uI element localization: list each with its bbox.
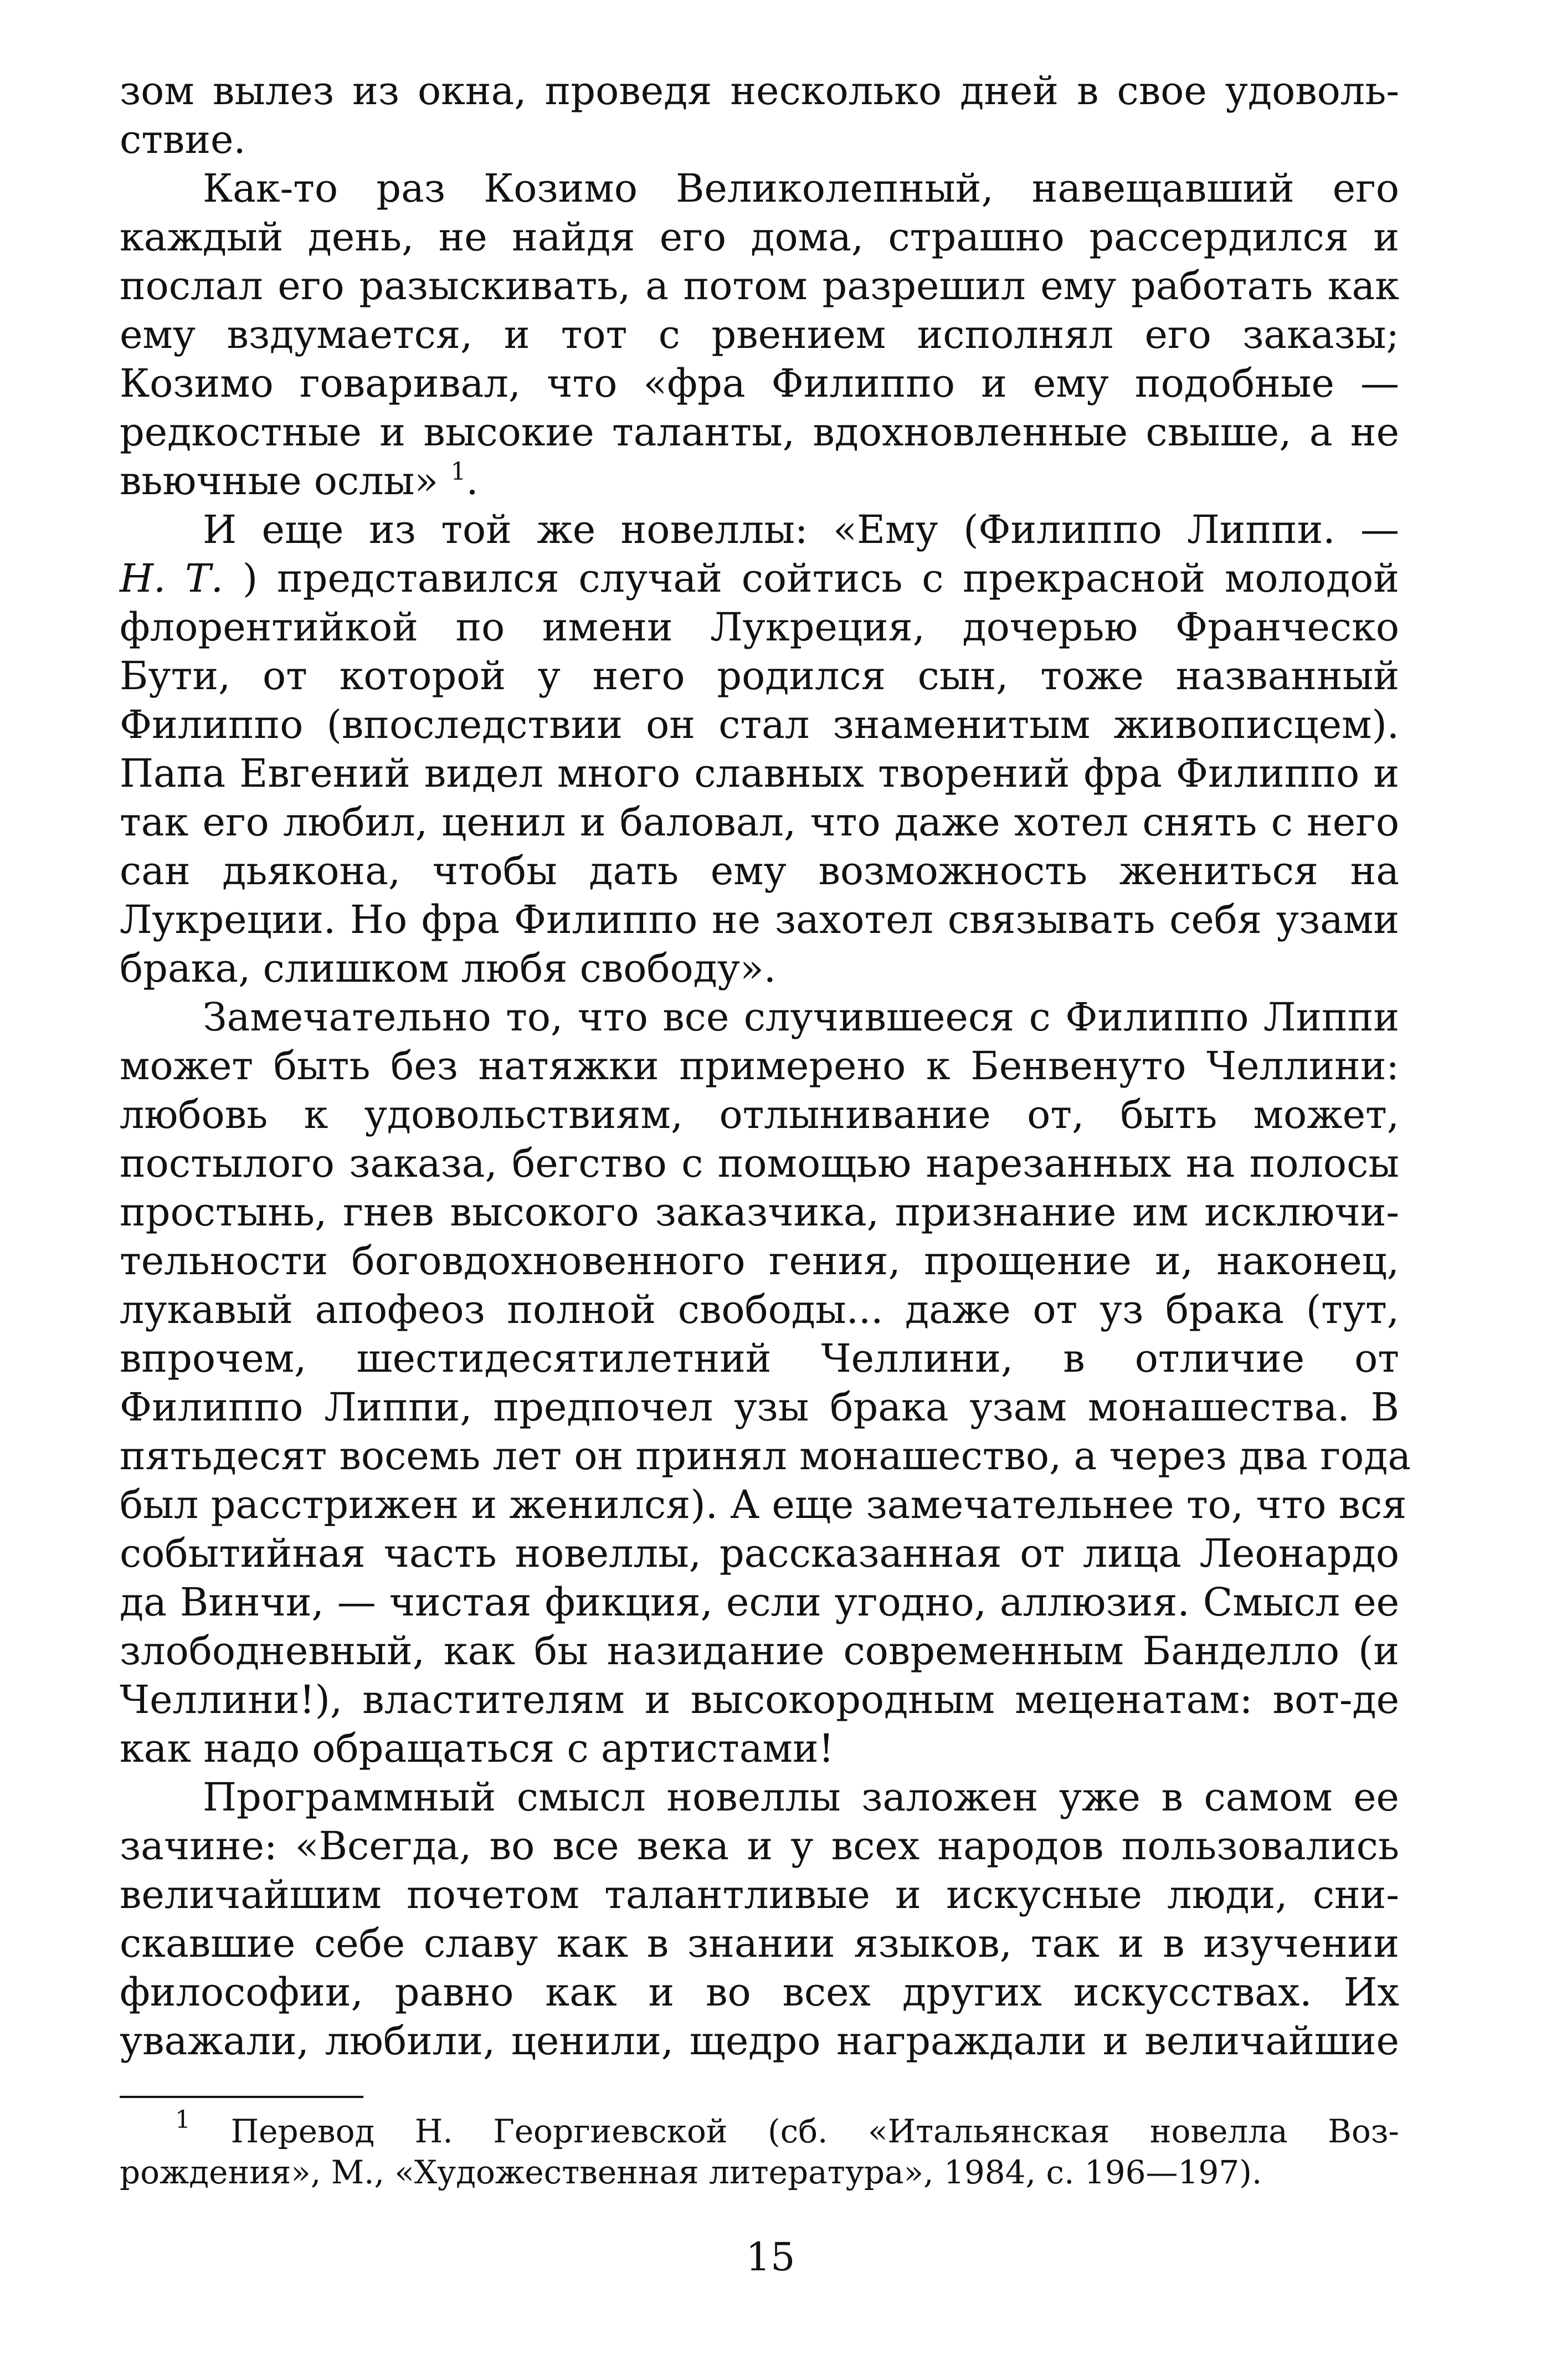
footnote-reference-punct: . <box>466 458 479 504</box>
text-line-content: Программный смысл новеллы заложен уже в самом ее <box>203 1774 1399 1820</box>
text-line <box>120 1822 1399 1870</box>
text-line-content: послал его разыскивать, а потом разрешил ему работать как <box>120 263 1399 309</box>
text-line <box>120 456 1399 505</box>
text-line <box>120 1675 1399 1724</box>
footnote-reference: 1 <box>450 458 466 486</box>
footnote-separator <box>120 2096 363 2098</box>
text-line <box>120 1188 1399 1237</box>
footnote-text-1: Перевод Н. Георгиевской (сб. «Итальянская новелла Воз- <box>230 2112 1400 2150</box>
text-line-content: впрочем, шестидесятилетний Челлини, в отличие от <box>120 1336 1399 1381</box>
text-line-content: может быть без натяжки примерено к Бенвенуто Челлини: <box>120 1043 1399 1089</box>
text-line <box>120 1383 1399 1432</box>
text-line <box>120 1090 1399 1139</box>
text-line-content: каждый день, не найдя его дома, страшно рассердился и <box>120 214 1399 260</box>
text-line-content: да Винчи, — чистая фикция, если угодно, аллюзия. Смысл ее <box>120 1579 1399 1625</box>
text-line <box>120 115 1399 164</box>
text-line <box>120 164 1399 213</box>
text-line-content: зом вылез из окна, проведя несколько дней в свое удоволь- <box>120 68 1399 114</box>
text-line-content: событийная часть новеллы, рассказанная от лица Леонардо <box>120 1531 1399 1576</box>
text-line-content: Лукреции. Но фра Филиппо не захотел связывать себя узами <box>120 897 1399 942</box>
text-line-content: флорентийкой по имени Лукреция, дочерью Франческо <box>120 604 1399 650</box>
text-line-content: так его любил, ценил и баловал, что даже хотел снять с него <box>120 799 1399 845</box>
text-line <box>120 700 1399 749</box>
text-line-content: был расстрижен и женился). А еще замечательнее то, что вся <box>120 1482 1407 1527</box>
text-line-content: Бути, от которой у него родился сын, тоже названный <box>120 653 1399 699</box>
text-line-content: любовь к удовольствиям, отлынивание от, быть может, <box>120 1092 1399 1137</box>
text-line <box>120 1237 1399 1285</box>
text-line-content: постылого заказа, бегство с помощью нарезанных на полосы <box>120 1141 1399 1186</box>
text-line <box>120 554 1399 603</box>
text-line-content: философии, равно как и во всех других искусствах. Их <box>120 1969 1399 2015</box>
text-line-content: тельности боговдохновенного гения, прощение и, наконец, <box>120 1238 1399 1284</box>
text-line-content: Папа Евгений видел много славных творений фра Филиппо и <box>120 751 1399 796</box>
text-line-content: скавшие себе славу как в знании языков, так и в изучении <box>120 1921 1399 1966</box>
text-line-content: И еще из той же новеллы: «Ему (Филиппо Липпи. — <box>203 507 1399 552</box>
text-line <box>120 1529 1399 1578</box>
text-line <box>120 1042 1399 1090</box>
main-text <box>120 66 1411 2065</box>
text-line-content: злободневный, как бы назидание современным Банделло (и <box>120 1628 1399 1674</box>
text-line-content: Замечательно то, что все случившееся с Филиппо Липпи <box>203 994 1399 1040</box>
footnote-line-2: рождения», М., «Художественная литература», 1984, с. 196—197). <box>120 2153 1262 2191</box>
text-line <box>120 895 1399 944</box>
text-line-content: ствие. <box>120 117 246 162</box>
footnote-block <box>120 2106 1400 2193</box>
text-line <box>120 66 1399 115</box>
text-line-content: зачине: «Всегда, во все века и у всех народов пользовались <box>120 1823 1399 1869</box>
text-line-content: Филиппо (впоследствии он стал знаменитым живописцем). <box>120 702 1399 747</box>
text-line <box>120 652 1399 700</box>
italic-initials: Н. Т. <box>120 556 224 601</box>
text-line <box>120 1334 1399 1383</box>
text-line <box>120 2017 1399 2065</box>
text-line-content: редкостные и высокие таланты, вдохновленные свыше, а не <box>120 409 1399 455</box>
text-line-content: сан дьякона, чтобы дать ему возможность жениться на <box>120 848 1399 894</box>
text-line <box>120 1627 1399 1675</box>
text-line-content: Филиппо Липпи, предпочел узы брака узам монашества. В <box>120 1384 1399 1430</box>
text-line-content: ) представился случай сойтись с прекрасной молодой <box>242 556 1399 601</box>
text-line-content: Козимо говаривал, что «фра Филиппо и ему подобные — <box>120 361 1399 406</box>
text-line-content: величайшим почетом талантливые и искусные люди, сни- <box>120 1872 1399 1917</box>
text-line-content: лукавый апофеоз полной свободы... даже от уз брака (тут, <box>120 1287 1399 1332</box>
text-line <box>120 261 1399 310</box>
text-line <box>120 993 1399 1042</box>
text-line <box>120 1919 1399 1968</box>
text-line-content: уважали, любили, ценили, щедро награждали и величайшие <box>120 2018 1399 2064</box>
footnote-marker: 1 <box>175 2106 191 2134</box>
text-line-content: брака, слишком любя свободу». <box>120 946 777 991</box>
text-line <box>120 944 1399 993</box>
text-line <box>120 1870 1399 1919</box>
text-line <box>120 1432 1411 1480</box>
text-line-content: пятьдесят восемь лет он принял монашество, а через два года <box>120 1433 1411 1479</box>
text-line-content: простынь, гнев высокого заказчика, признание им исключи- <box>120 1189 1399 1235</box>
text-line <box>120 1480 1407 1529</box>
text-line <box>120 1285 1399 1334</box>
text-line <box>120 505 1399 554</box>
text-line-content: Как-то раз Козимо Великолепный, навещавший его <box>203 166 1399 211</box>
text-line-content: ему вздумается, и тот с рвением исполнял его заказы; <box>120 312 1399 357</box>
text-line <box>120 847 1399 895</box>
text-line <box>120 408 1399 456</box>
text-line <box>120 213 1399 261</box>
text-line <box>120 798 1399 847</box>
text-line <box>120 1968 1399 2017</box>
text-line <box>120 359 1399 408</box>
text-line <box>120 1724 1399 1773</box>
page-number: 15 <box>746 2234 795 2280</box>
text-line <box>120 603 1399 652</box>
text-line <box>120 749 1399 798</box>
text-line <box>120 1578 1399 1627</box>
text-line-content: вьючные ослы» <box>120 458 439 504</box>
text-line <box>120 1773 1399 1822</box>
footnote-line-1 <box>120 2106 1400 2152</box>
text-line <box>120 310 1399 359</box>
text-line-content: как надо обращаться с артистами! <box>120 1726 834 1771</box>
text-line <box>120 1139 1399 1188</box>
text-line-content: Челлини!), властителям и высокородным меценатам: вот-де <box>120 1677 1399 1722</box>
